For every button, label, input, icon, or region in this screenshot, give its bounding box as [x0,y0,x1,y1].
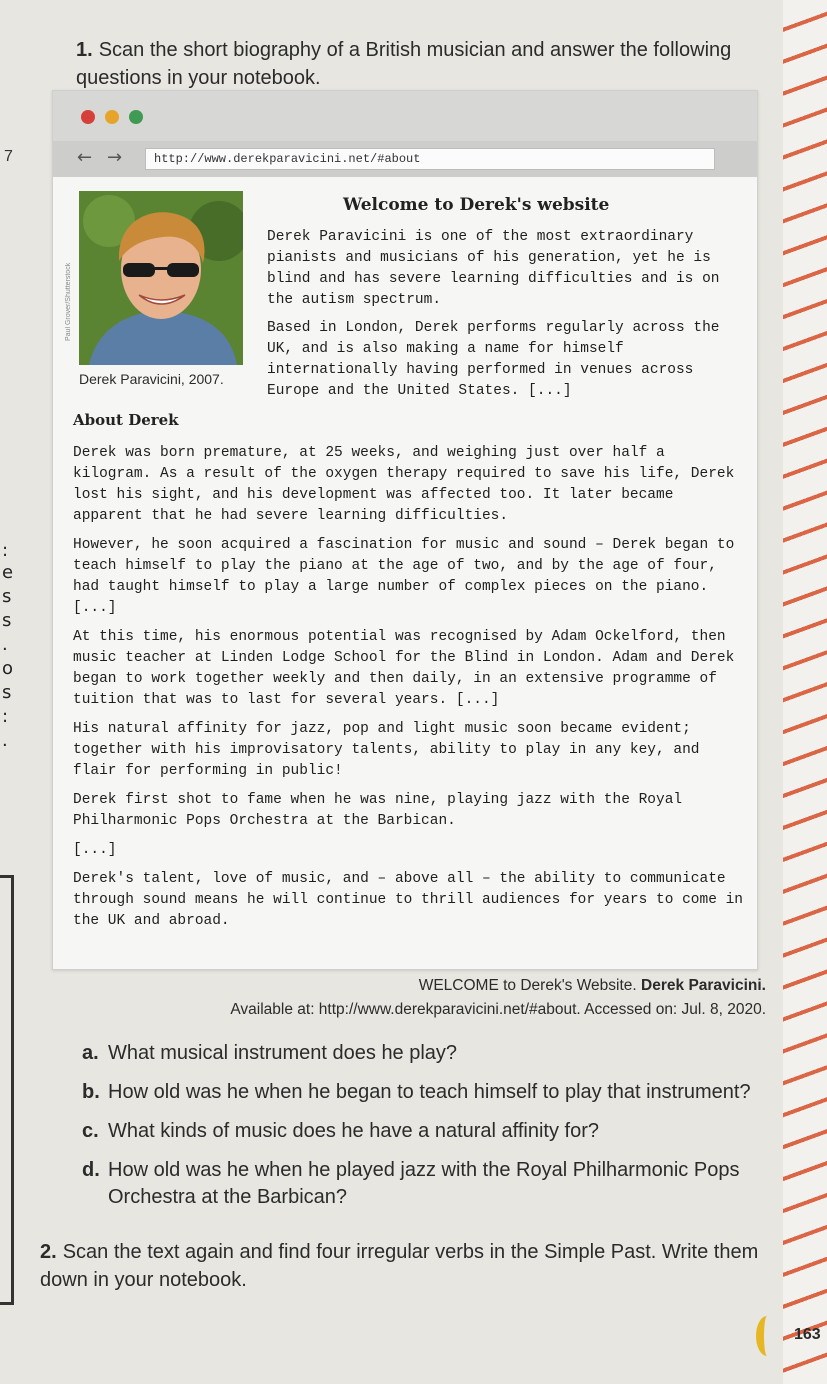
derek-photo [79,191,243,365]
margin-char: s [2,586,12,607]
source-reference [60,974,766,1022]
margin-char: . [2,634,8,655]
browser-window [52,90,758,970]
task-2 [40,1238,780,1294]
margin-number: 7 [4,148,13,165]
margin-char: s [2,682,12,703]
browser-navbar [53,141,757,177]
questions-list [82,1040,772,1223]
question-letter: c. [82,1120,99,1142]
task-1-number: 1. [76,39,93,61]
about-paragraph: At this time, his enormous potential was recognised by Adam Ockelford, then music teacher at Linden Lodge School for the Blind in London. Adam and Derek began to work together weekly and then daily, in an extensive programme of tuition that was to last for several years. [...] [73,629,735,708]
about-paragraph: However, he soon acquired a fascination for music and sound – Derek began to teach himself to play the piano at the age of two, and by the age of four, had taught himself to play a large number of complex pieces on the piano. [...] [73,537,735,616]
task-2-number: 2. [40,1241,57,1263]
reference-line-2: Available at: http://www.derekparavicini.net/#about. Accessed on: Jul. 8, 2020. [230,1001,766,1018]
reference-author: Derek Paravicini. [641,977,766,994]
reference-title: WELCOME to Derek's Website. [418,977,637,994]
question-item [82,1079,772,1106]
question-text: What musical instrument does he play? [108,1042,458,1064]
question-letter: a. [82,1042,99,1064]
task-1-text: Scan the short biography of a British musician and answer the following questions in your notebook. [76,39,732,89]
intro-paragraph: Derek Paravicini is one of the most extraordinary pianists and musicians of his generation, yet he is blind and has severe learning difficulties and is on the autism spectrum. [267,229,720,308]
photo-caption: Derek Paravicini, 2007. [79,371,224,387]
task-1 [76,36,756,92]
about-text [73,443,743,940]
site-title: Welcome to Derek's website [343,195,610,215]
margin-char: s [2,610,12,631]
back-arrow-icon: ← [77,147,93,168]
page-number: 163 [794,1326,821,1343]
question-text: How old was he when he played jazz with the Royal Philharmonic Pops Orchestra at the Barbican? [108,1159,740,1208]
about-paragraph: Derek was born premature, at 25 weeks, and weighing just over half a kilogram. As a result of the oxygen therapy required to save his life, Derek lost his sight, and his development was affected too. It later became apparent that he had severe learning difficulties. [73,445,735,524]
about-paragraph: His natural affinity for jazz, pop and light music soon became evident; together with his improvisatory talents, ability to play in any key, and flair for performing in public! [73,721,700,779]
margin-char: . [2,730,8,751]
minimize-window-dot-icon [105,110,119,124]
question-letter: b. [82,1081,100,1103]
question-text: What kinds of music does he have a natural affinity for? [108,1120,600,1142]
margin-char: o [2,658,14,679]
close-window-dot-icon [81,110,95,124]
question-item [82,1040,772,1067]
intro-paragraph: Based in London, Derek performs regularly across the UK, and is also making a name for himself internationally having performed in venues across Europe and the United States. [...] [267,320,720,399]
address-bar: http://www.derekparavicini.net/#about [145,148,715,170]
margin-char: : [2,540,9,561]
question-item [82,1157,772,1211]
photo-credit: Paul Grover/Shutterstock [65,262,72,341]
portrait-illustration [79,191,243,365]
about-paragraph: Derek first shot to fame when he was nine, playing jazz with the Royal Philharmonic Pops Orchestra at the Barbican. [73,792,683,829]
maximize-window-dot-icon [129,110,143,124]
page-edge-stripes [783,0,827,1384]
left-margin-bracket [0,875,14,1305]
about-paragraph: Derek's talent, love of music, and – above all – the ability to communicate through sound means he will continue to thrill audiences for years to come in the UK and abroad. [73,871,744,929]
browser-titlebar [53,91,757,141]
forward-arrow-icon: → [107,147,123,168]
reference-line-1 [60,974,766,998]
question-item [82,1118,772,1145]
task-2-text: Scan the text again and find four irregular verbs in the Simple Past. Write them down in your notebook. [40,1241,759,1291]
about-heading: About Derek [73,411,179,429]
page-number-crescent-icon [756,1316,778,1356]
question-letter: d. [82,1159,100,1181]
margin-char: : [2,706,9,727]
margin-char: e [2,562,14,583]
question-text: How old was he when he began to teach himself to play that instrument? [108,1081,751,1103]
about-paragraph: [...] [73,842,117,858]
